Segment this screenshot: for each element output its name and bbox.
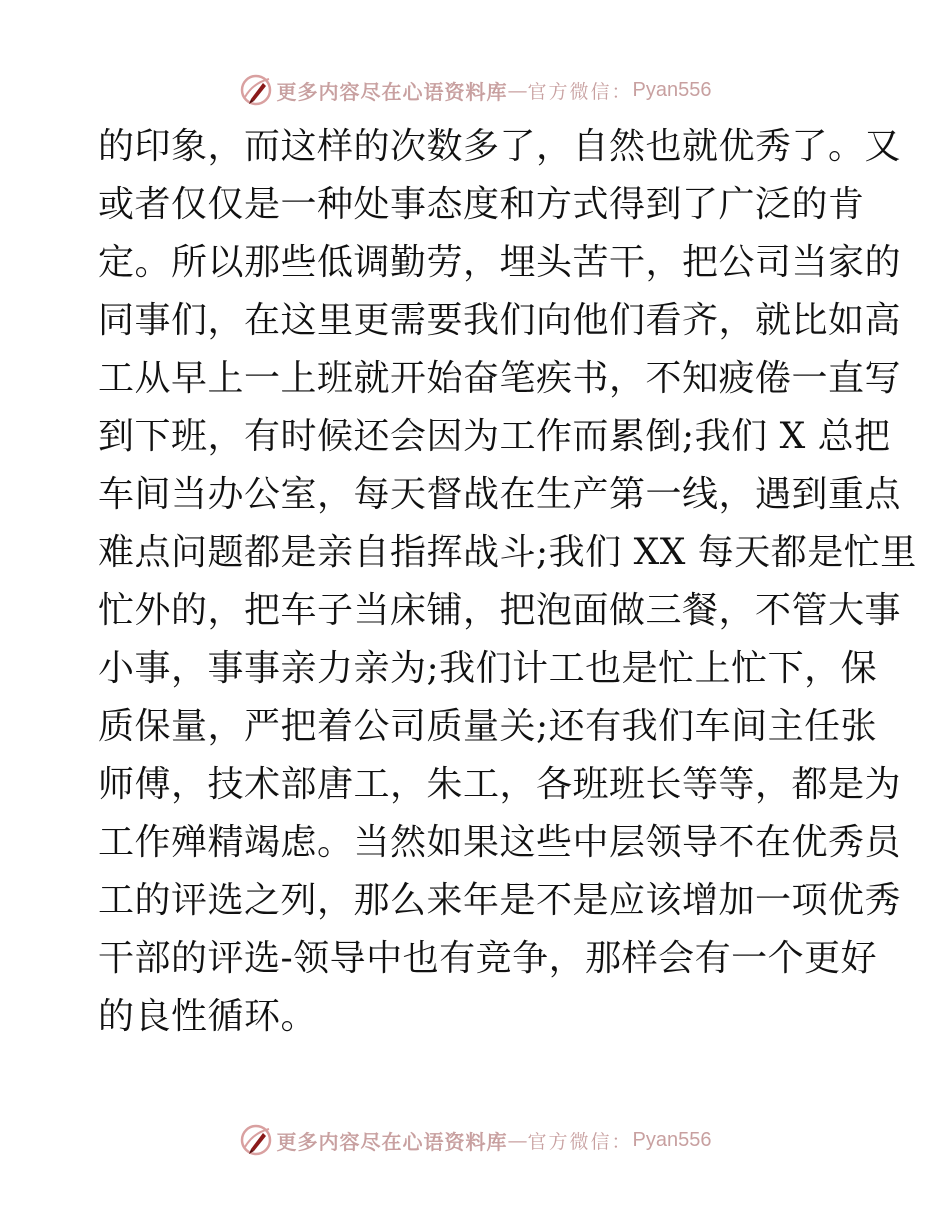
pen-logo-icon bbox=[239, 73, 273, 107]
body-line: 工作殚精竭虑。当然如果这些中层领导不在优秀员 bbox=[98, 822, 902, 863]
body-line: 的良性循环。 bbox=[98, 996, 318, 1037]
footer-banner-separator: — bbox=[507, 1128, 528, 1152]
header-banner-label: 官方微信： bbox=[527, 80, 633, 103]
body-line: 干部的评选-领导中也有竞争，那样会有一个更好 bbox=[98, 938, 878, 979]
body-line: 或者仅仅是一种处事态度和方式得到了广泛的肯 bbox=[98, 184, 865, 225]
header-banner-text: 更多内容尽在心语资料库 bbox=[276, 79, 508, 104]
header-banner-id: Pyan556 bbox=[632, 78, 712, 101]
body-line: 同事们，在这里更需要我们向他们看齐，就比如高 bbox=[98, 300, 902, 341]
body-line: 工的评选之列，那么来年是不是应该增加一项优秀 bbox=[98, 880, 902, 921]
body-line: 难点问题都是亲自指挥战斗;我们 XX 每天都是忙里 bbox=[98, 532, 917, 573]
body-line: 定。所以那些低调勤劳，埋头苦干，把公司当家的 bbox=[98, 242, 902, 283]
footer-banner-text: 更多内容尽在心语资料库 bbox=[276, 1129, 508, 1154]
body-line: 小事，事事亲力亲为;我们计工也是忙上忙下，保 bbox=[98, 648, 878, 689]
footer-banner-id: Pyan556 bbox=[632, 1128, 712, 1151]
document-body bbox=[98, 118, 917, 1046]
body-line: 师傅，技术部唐工，朱工，各班班长等等，都是为 bbox=[98, 764, 902, 805]
body-line: 质保量，严把着公司质量关;还有我们车间主任张 bbox=[98, 706, 878, 747]
body-line: 的印象，而这样的次数多了，自然也就优秀了。又 bbox=[98, 126, 902, 167]
footer-banner bbox=[0, 1120, 950, 1160]
header-banner-separator: — bbox=[507, 78, 528, 102]
body-line: 工从早上一上班就开始奋笔疾书，不知疲倦一直写 bbox=[98, 358, 902, 399]
header-banner bbox=[0, 70, 950, 110]
body-line: 忙外的，把车子当床铺，把泡面做三餐，不管大事 bbox=[98, 590, 902, 631]
body-line: 车间当办公室，每天督战在生产第一线，遇到重点 bbox=[98, 474, 902, 515]
body-line: 到下班，有时候还会因为工作而累倒;我们 X 总把 bbox=[98, 416, 891, 457]
footer-banner-label: 官方微信： bbox=[527, 1130, 633, 1153]
pen-logo-icon bbox=[239, 1123, 273, 1157]
